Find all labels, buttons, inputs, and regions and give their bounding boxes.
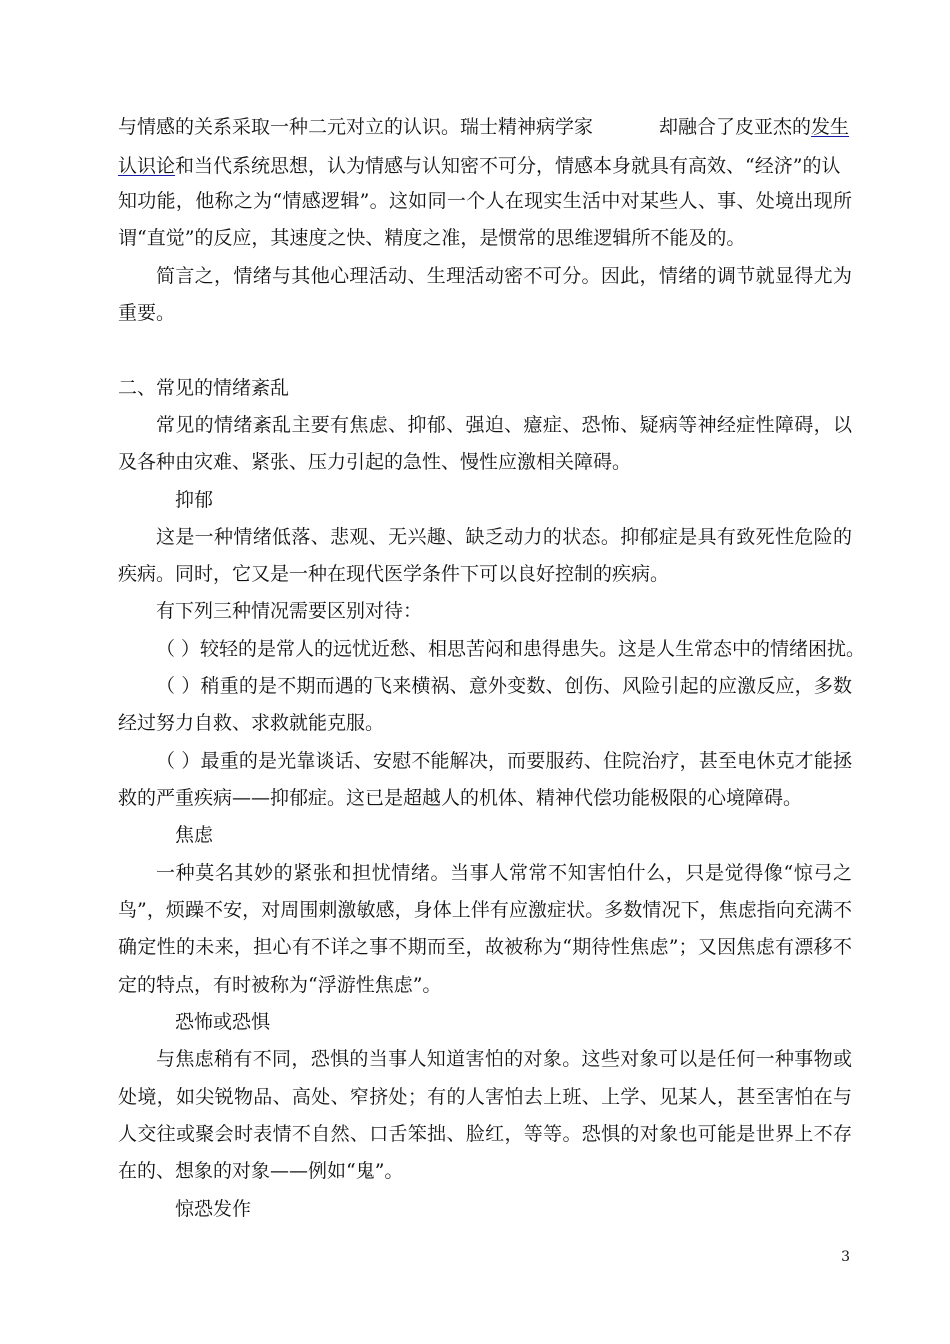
depression-line-2: 疾病。同时，它又是一种在现代医学条件下可以良好控制的疾病。 bbox=[118, 563, 670, 585]
depression-item-3-cont: 救的严重疾病——抑郁症。这已是超越人的机体、精神代偿功能极限的心境障碍。 bbox=[118, 787, 803, 809]
depression-item-2-cont: 经过努力自救、求救就能克服。 bbox=[118, 712, 385, 734]
subheading-fear: 恐怖或恐惧 bbox=[175, 1011, 271, 1033]
section-paragraph-line-2: 及各种由灾难、紧张、压力引起的急性、慢性应激相关障碍。 bbox=[118, 451, 632, 473]
fear-line-2: 处境，如尖锐物品、高处、窄挤处；有的人害怕去上班、上学、见某人，甚至害怕在与 bbox=[118, 1086, 852, 1108]
anxiety-line-4: 定的特点，有时被称为“浮游性焦虑”。 bbox=[118, 974, 442, 996]
link-term-part-1[interactable]: 发生 bbox=[811, 116, 850, 138]
subheading-anxiety: 焦虑 bbox=[175, 824, 214, 846]
intro-line-2 bbox=[118, 154, 840, 178]
anxiety-line-2: 鸟”，烦躁不安，对周围刺激敏感，身体上伴有应激症状。多数情况下，焦虑指向充满不 bbox=[118, 899, 852, 921]
intro-line-3: 知功能，他称之为“情感逻辑”。这如同一个人在现实生活中对某些人、事、处境出现所 bbox=[118, 190, 852, 212]
section-heading: 二、常见的情绪紊乱 bbox=[118, 377, 290, 399]
page-number: 3 bbox=[841, 1249, 850, 1265]
section-paragraph-line-1: 常见的情绪紊乱主要有焦虑、抑郁、强迫、癔症、恐怖、疑病等神经症性障碍，以 bbox=[156, 414, 852, 436]
intro-line-2-text: 和当代系统思想，认为情感与认知密不可分，情感本身就具有高效、“经济”的认 bbox=[175, 155, 841, 177]
depression-line-3: 有下列三种情况需要区别对待： bbox=[156, 600, 423, 622]
intro-line-4: 谓“直觉”的反应，其速度之快、精度之准，是惯常的思维逻辑所不能及的。 bbox=[118, 227, 746, 249]
fear-line-3: 人交往或聚会时表情不自然、口舌笨拙、脸红，等等。恐惧的对象也可能是世界上不存 bbox=[118, 1123, 852, 1145]
intro-line-5: 简言之，情绪与其他心理活动、生理活动密不可分。因此，情绪的调节就显得尤为 bbox=[156, 265, 852, 287]
subheading-panic: 惊恐发作 bbox=[175, 1198, 252, 1220]
intro-line-1-text-b: 却融合了皮亚杰的 bbox=[659, 116, 812, 138]
depression-line-1: 这是一种情绪低落、悲观、无兴趣、缺乏动力的状态。抑郁症是具有致死性危险的 bbox=[156, 526, 852, 548]
depression-item-2: （ ）稍重的是不期而遇的飞来横祸、意外变数、创伤、风险引起的应激反应，多数 bbox=[156, 675, 852, 697]
fear-line-1: 与焦虑稍有不同，恐惧的当事人知道害怕的对象。这些对象可以是任何一种事物或 bbox=[156, 1048, 852, 1070]
subheading-depression: 抑郁 bbox=[175, 489, 214, 511]
intro-line-1-text-a: 与情感的关系采取一种二元对立的认识。瑞士精神病学家 bbox=[118, 116, 594, 138]
link-term-part-2[interactable]: 认识论 bbox=[118, 155, 176, 177]
anxiety-line-3: 确定性的未来，担心有不详之事不期而至，故被称为“期待性焦虑”；又因焦虑有漂移不 bbox=[118, 936, 852, 958]
anxiety-line-1: 一种莫名其妙的紧张和担忧情绪。当事人常常不知害怕什么，只是觉得像“惊弓之 bbox=[156, 862, 852, 884]
depression-item-3: （ ）最重的是光靠谈话、安慰不能解决，而要服药、住院治疗，甚至电休克才能拯 bbox=[156, 750, 852, 772]
intro-line-1 bbox=[118, 115, 849, 139]
intro-line-6: 重要。 bbox=[118, 302, 176, 324]
fear-line-4: 在的、想象的对象——例如“鬼”。 bbox=[118, 1160, 404, 1182]
depression-item-1: （ ）较轻的是常人的远忧近愁、相思苦闷和患得患失。这是人生常态中的情绪困扰。 bbox=[156, 638, 866, 660]
